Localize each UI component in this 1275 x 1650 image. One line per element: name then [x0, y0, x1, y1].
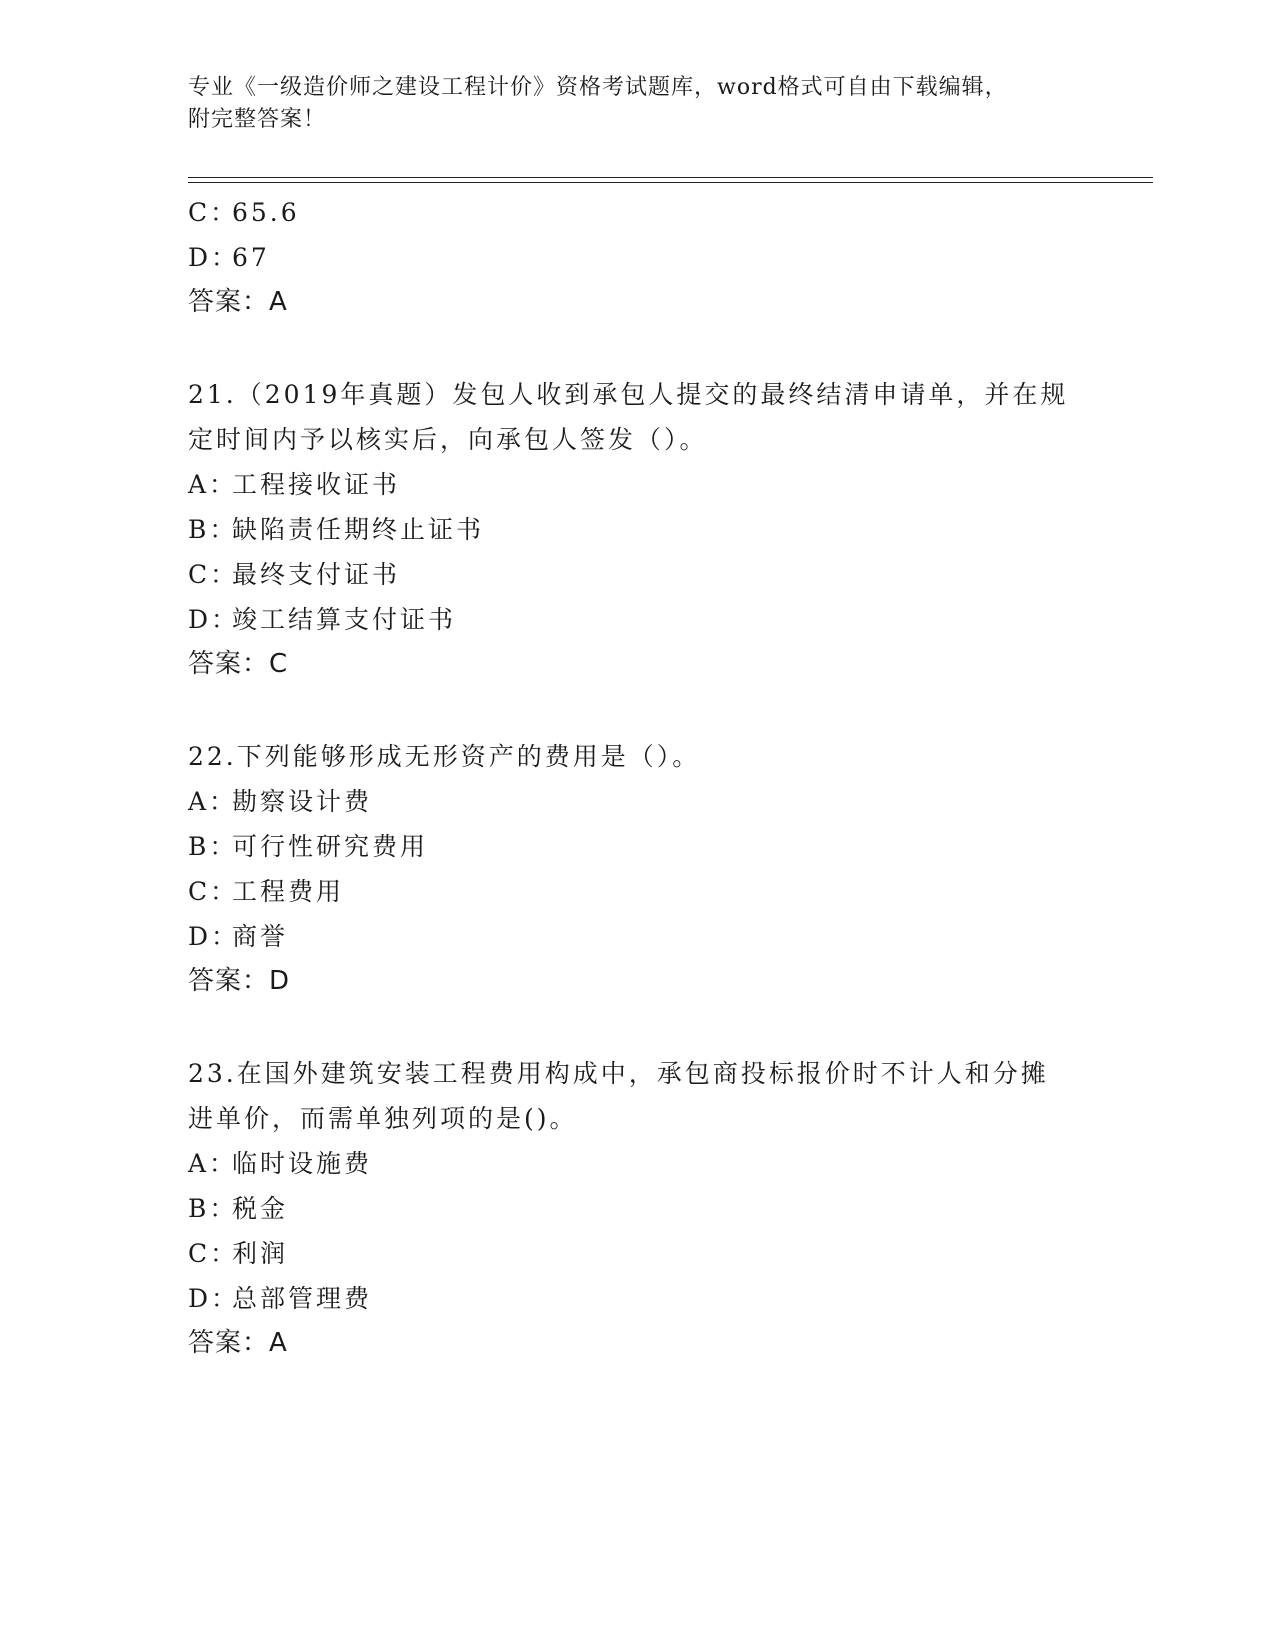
option-text: 商誉 — [232, 922, 289, 951]
question-stem-line-2: 定时间内予以核实后，向承包人签发（）。 — [188, 425, 708, 454]
option-text: 工程接收证书 — [232, 470, 401, 499]
option-text: 勘察设计费 — [232, 787, 373, 816]
option-label: B： — [188, 1194, 238, 1223]
option-text: 利润 — [232, 1239, 289, 1268]
option-text: 65.6 — [232, 198, 300, 227]
option-d — [188, 597, 1088, 642]
option-a — [188, 779, 1088, 824]
option-b — [188, 1186, 1088, 1231]
question-stem-line-1: 23.在国外建筑安装工程费用构成中，承包商投标报价时不计人和分摊 — [188, 1059, 1049, 1088]
option-b — [188, 824, 1088, 869]
option-text: 67 — [232, 243, 270, 272]
option-label: A： — [188, 1149, 238, 1178]
answer-line: 答案：A — [188, 1328, 288, 1358]
option-label: D： — [188, 1284, 240, 1313]
question-21 — [188, 372, 1088, 687]
header-divider-top — [188, 177, 1153, 178]
option-text: 可行性研究费用 — [232, 832, 429, 861]
option-label: D： — [188, 605, 240, 634]
option-text: 竣工结算支付证书 — [232, 605, 457, 634]
question-stem-line-2: 进单价，而需单独列项的是()。 — [188, 1104, 578, 1133]
answer-line: 答案：D — [188, 966, 291, 996]
option-label: C： — [188, 877, 239, 906]
question-stem-line-1: 22.下列能够形成无形资产的费用是（）。 — [188, 742, 701, 771]
option-label: C： — [188, 560, 239, 589]
option-c — [188, 1231, 1088, 1276]
header-line-1: 专业《一级造价师之建设工程计价》资格考试题库，word格式可自由下载编辑， — [188, 75, 1008, 100]
header-divider-bottom — [188, 182, 1153, 183]
option-text: 税金 — [232, 1194, 289, 1223]
option-label: B： — [188, 832, 238, 861]
question-23 — [188, 1051, 1088, 1366]
option-text: 最终支付证书 — [232, 560, 401, 589]
option-text: 工程费用 — [232, 877, 345, 906]
option-text: 缺陷责任期终止证书 — [232, 515, 485, 544]
option-c — [188, 869, 1088, 914]
option-text: 临时设施费 — [232, 1149, 373, 1178]
option-a — [188, 462, 1088, 507]
option-label: D： — [188, 922, 240, 951]
option-label: B： — [188, 515, 238, 544]
header-line-2: 附完整答案！ — [188, 107, 327, 132]
document-header — [188, 72, 1088, 136]
option-d — [188, 235, 1088, 280]
document-body — [188, 190, 1088, 1366]
answer-line: 答案：A — [188, 287, 288, 317]
option-c — [188, 190, 1088, 235]
option-label: D： — [188, 243, 240, 272]
option-text: 总部管理费 — [232, 1284, 373, 1313]
option-label: C： — [188, 198, 239, 227]
question-stem-line-1: 21.（2019年真题）发包人收到承包人提交的最终结清申请单，并在规 — [188, 380, 1069, 409]
option-d — [188, 914, 1088, 959]
option-label: C： — [188, 1239, 239, 1268]
answer-line: 答案：C — [188, 649, 289, 679]
option-label: A： — [188, 787, 238, 816]
option-d — [188, 1276, 1088, 1321]
option-b — [188, 507, 1088, 552]
option-a — [188, 1141, 1088, 1186]
prev-question-tail — [188, 190, 1088, 325]
question-22 — [188, 734, 1088, 1004]
option-c — [188, 552, 1088, 597]
option-label: A： — [188, 470, 238, 499]
